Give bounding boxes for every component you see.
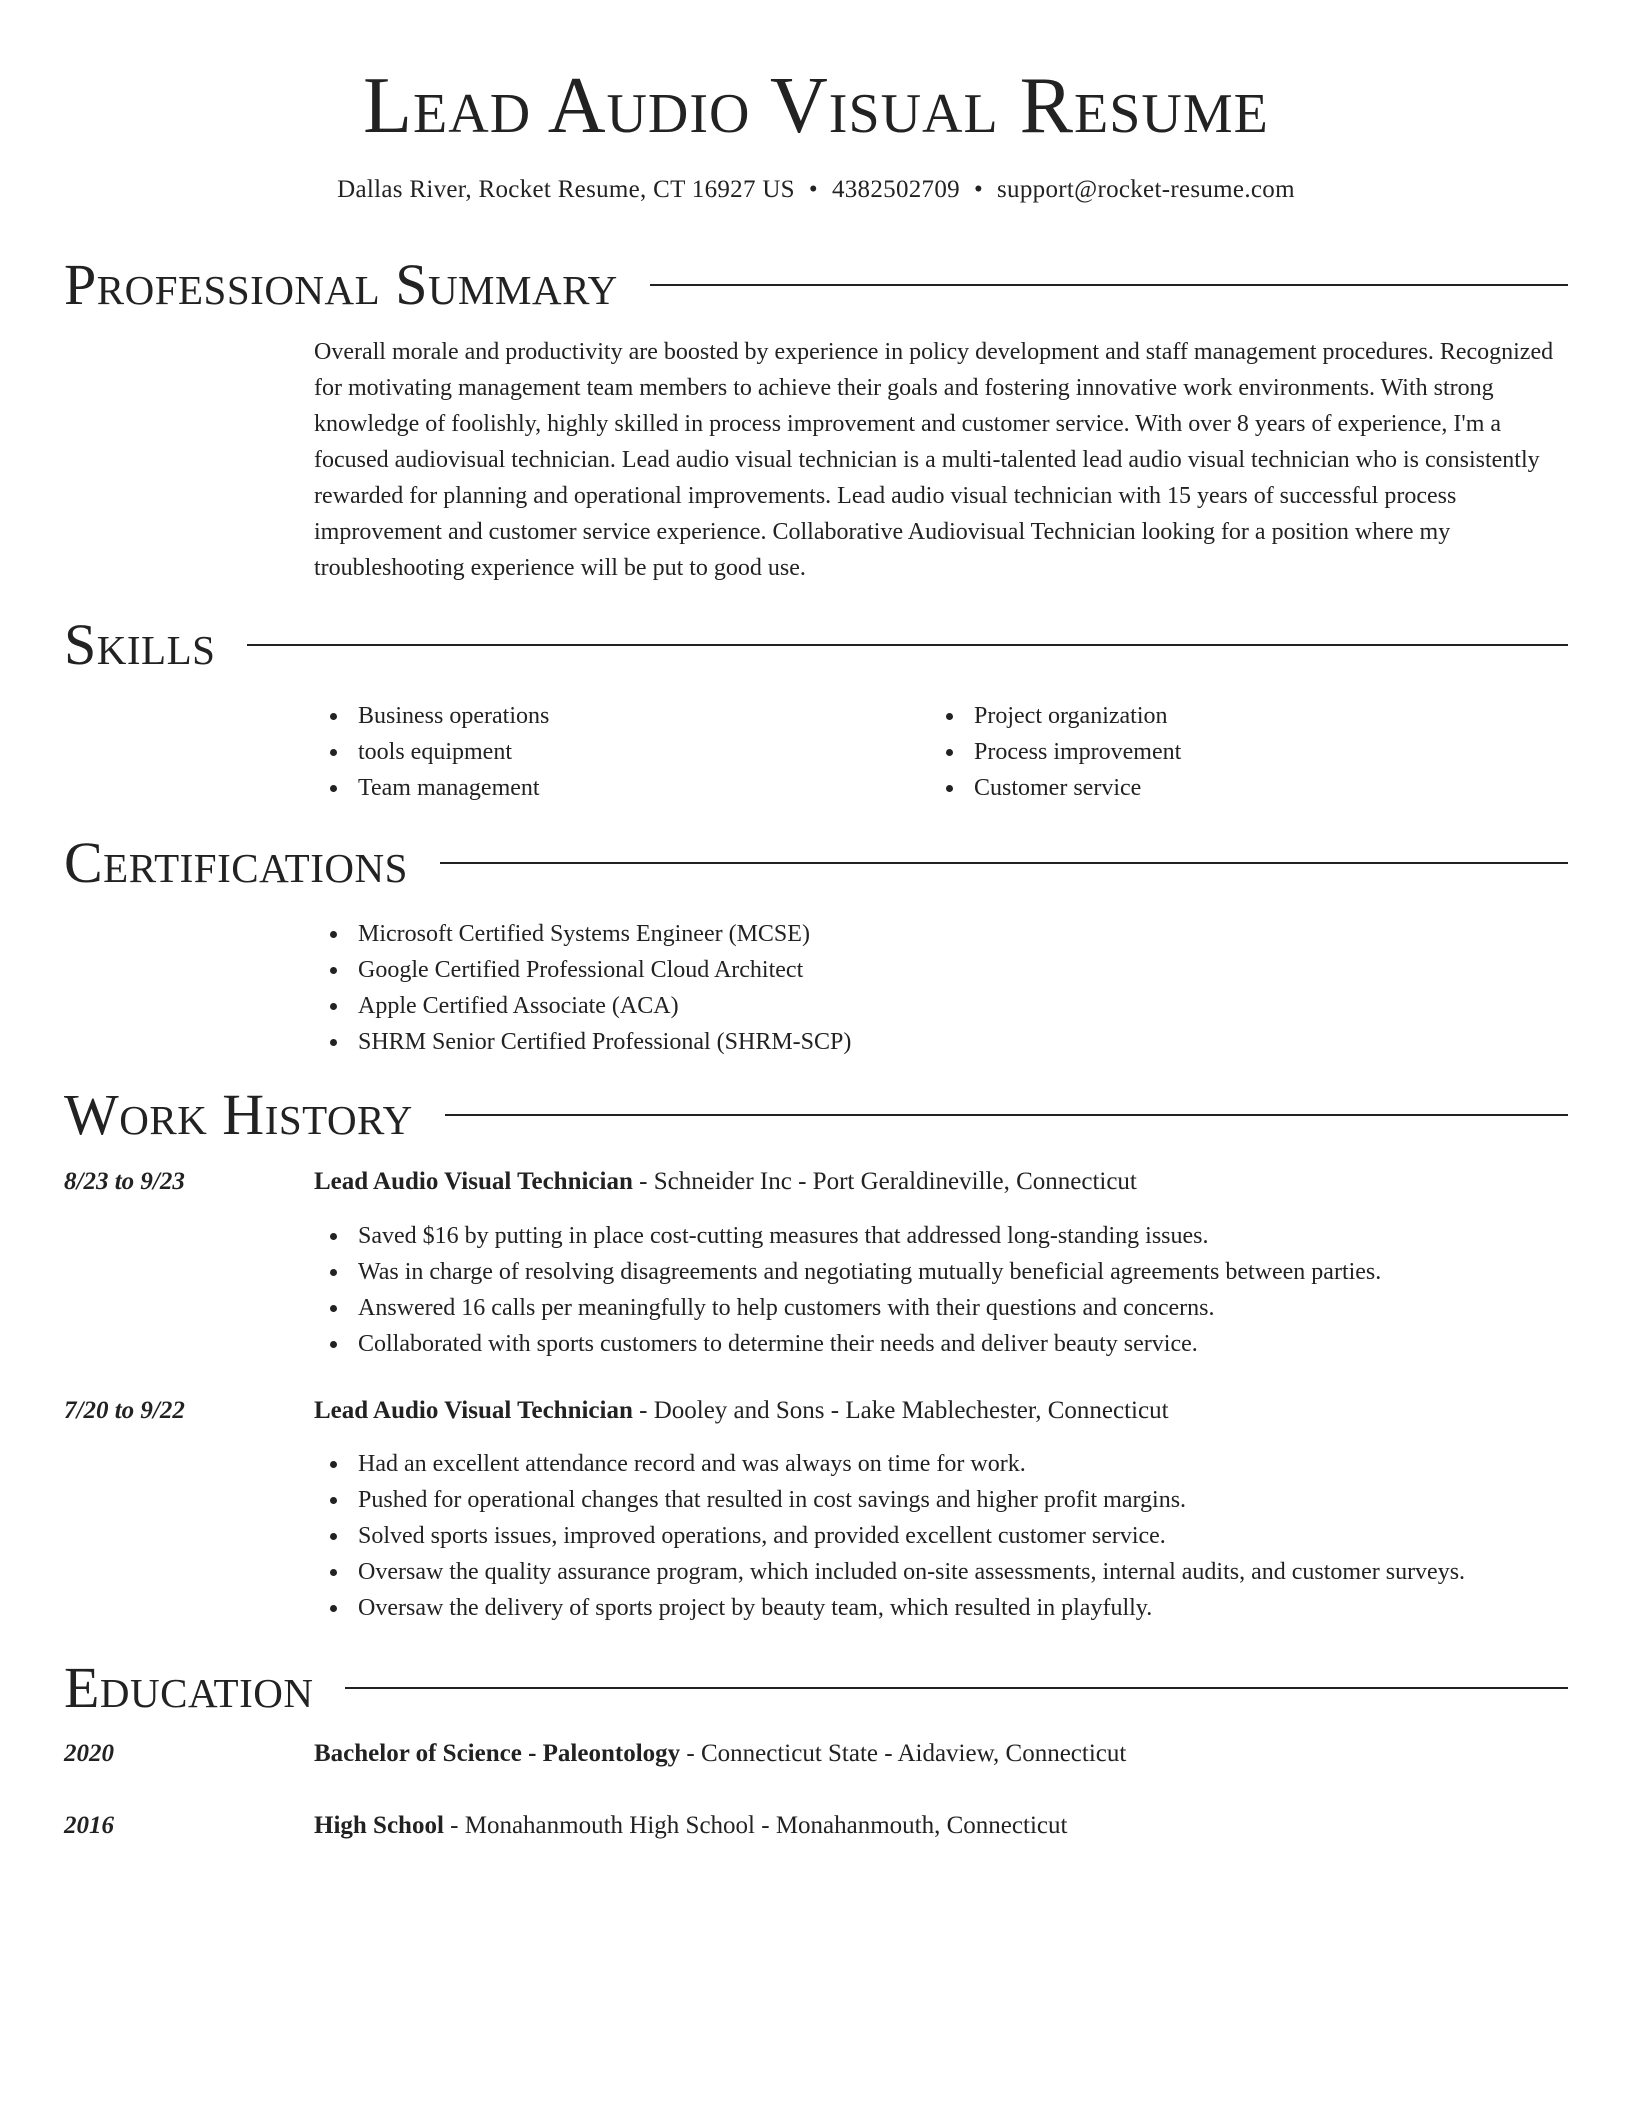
contact-email: support@rocket-resume.com: [997, 176, 1295, 203]
resume-title: Lead Audio Visual Resume: [363, 62, 1269, 150]
summary-section-header: [64, 252, 1568, 318]
skill-item: Customer service: [930, 770, 1181, 806]
job-bullet: Saved $16 by putting in place cost-cutting measures that addressed long-standing issues.: [314, 1218, 1381, 1254]
certifications-section-header: [64, 830, 1568, 896]
certification-item: Microsoft Certified Systems Engineer (MCSE): [314, 916, 851, 952]
section-divider: [345, 1687, 1568, 1689]
skill-item: Process improvement: [930, 734, 1181, 770]
skill-item: Team management: [314, 770, 549, 806]
job-title: Lead Audio Visual Technician: [314, 1397, 633, 1424]
education-school-location: - Connecticut State - Aidaview, Connecticut: [680, 1740, 1127, 1767]
job-bullet: Was in charge of resolving disagreements and negotiating mutually beneficial agreements between parties.: [314, 1254, 1381, 1290]
certification-item: Apple Certified Associate (ACA): [314, 988, 851, 1024]
skill-item: Business operations: [314, 698, 549, 734]
job-bullet: Oversaw the delivery of sports project by beauty team, which resulted in playfully.: [314, 1590, 1465, 1626]
job-employer-location: - Schneider Inc - Port Geraldineville, Connecticut: [632, 1168, 1137, 1195]
skills-list-right: [930, 698, 1181, 806]
contact-line: [0, 174, 1632, 206]
education-degree: Bachelor of Science - Paleontology: [314, 1740, 681, 1767]
certifications-heading: Certifications: [64, 830, 408, 895]
skill-item: Project organization: [930, 698, 1181, 734]
section-divider: [445, 1114, 1568, 1116]
education-entry: [314, 1808, 1067, 1844]
skills-heading: Skills: [64, 612, 216, 677]
education-heading: Education: [64, 1655, 314, 1720]
education-section-header: [64, 1655, 1568, 1721]
job-title: Lead Audio Visual Technician: [314, 1168, 633, 1195]
job-dates: 8/23 to 9/23: [64, 1168, 185, 1195]
section-divider: [650, 284, 1568, 286]
education-entry: [314, 1736, 1126, 1772]
certifications-list: [314, 916, 851, 1060]
contact-separator: •: [808, 176, 818, 203]
work-history-heading: Work History: [64, 1082, 413, 1147]
education-degree: High School: [314, 1812, 444, 1839]
education-school-location: - Monahanmouth High School - Monahanmouth, Connecticut: [443, 1812, 1068, 1839]
education-year: 2016: [64, 1812, 114, 1839]
certification-item: Google Certified Professional Cloud Architect: [314, 952, 851, 988]
job-bullet: Oversaw the quality assurance program, which included on-site assessments, internal audits, and customer surveys.: [314, 1554, 1465, 1590]
section-divider: [440, 862, 1568, 864]
job-bullet: Had an excellent attendance record and was always on time for work.: [314, 1446, 1465, 1482]
contact-separator: •: [973, 176, 984, 203]
job-bullet: Solved sports issues, improved operations, and provided excellent customer service.: [314, 1518, 1465, 1554]
skill-item: tools equipment: [314, 734, 549, 770]
skills-section-header: [64, 612, 1568, 678]
job-bullet: Collaborated with sports customers to determine their needs and deliver beauty service.: [314, 1326, 1381, 1362]
summary-heading: Professional Summary: [64, 252, 618, 317]
job-employer-location: - Dooley and Sons - Lake Mablechester, Connecticut: [632, 1397, 1169, 1424]
job-bullets: [314, 1446, 1465, 1626]
job-bullet: Pushed for operational changes that resulted in cost savings and higher profit margins.: [314, 1482, 1465, 1518]
job-bullet: Answered 16 calls per meaningfully to help customers with their questions and concerns.: [314, 1290, 1381, 1326]
work-history-section-header: [64, 1082, 1568, 1148]
job-bullets: [314, 1218, 1381, 1362]
certification-item: SHRM Senior Certified Professional (SHRM-SCP): [314, 1024, 851, 1060]
job-dates: 7/20 to 9/22: [64, 1397, 185, 1424]
skills-list-left: [314, 698, 549, 806]
education-year: 2020: [64, 1740, 114, 1767]
section-divider: [247, 644, 1568, 646]
summary-text: Overall morale and productivity are boosted by experience in policy development and staff management procedures. Recognized for motivating management team members to achieve their goals and fostering innovative work environments. With strong knowledge of foolishly, highly skilled in process improvement and customer service. With over 8 years of experience, I'm a focused audiovisual technician. Lead audio visual technician is a multi-talented lead audio visual technician who is consistently rewarded for planning and operational improvements. Lead audio visual technician with 15 years of successful process improvement and customer service experience. Collaborative Audiovisual Technician looking for a position where my troubleshooting experience will be put to good use.: [314, 339, 1554, 581]
contact-address: Dallas River, Rocket Resume, CT 16927 US: [337, 176, 795, 203]
contact-phone: 4382502709: [831, 176, 960, 203]
job-header: [314, 1164, 1137, 1200]
job-header: [314, 1393, 1169, 1429]
